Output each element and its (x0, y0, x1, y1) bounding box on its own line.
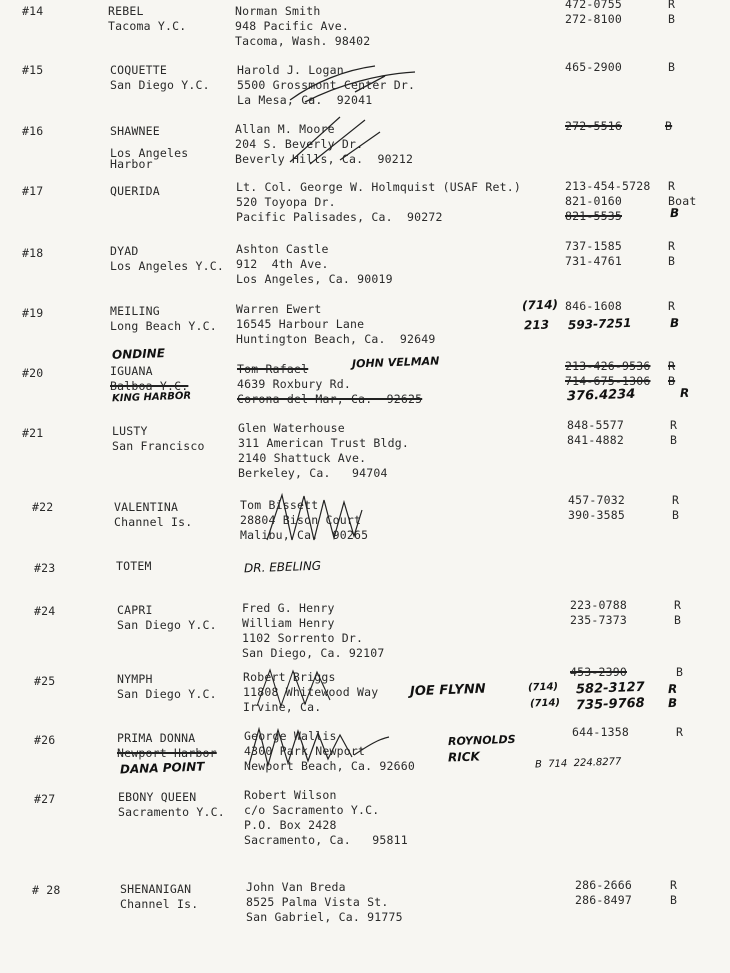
pen-scribble (255, 668, 345, 710)
owner-name-note: JOE FLYNN (409, 681, 486, 700)
phone: 272-5516 (565, 119, 622, 133)
boat-name: CAPRI (117, 603, 153, 617)
entry-number: # 28 (32, 883, 61, 897)
phone-code: B (670, 893, 678, 907)
phone-handwritten: 582-3127 (575, 679, 645, 698)
city-line: Tacoma, Wash. 98402 (235, 34, 371, 48)
city-line: Malibu, Ca. 90265 (240, 528, 369, 542)
pen-scribble (280, 112, 390, 167)
boat-name: DYAD (110, 244, 139, 258)
address-line: 11808 Whitewood Way (243, 685, 379, 699)
yacht-club-note: KING HARBOR (111, 390, 192, 405)
phone-code: B (668, 60, 676, 74)
phone: 848-5577 (567, 418, 624, 432)
address-line: 4300 Park Newport (244, 744, 366, 758)
boat-name: TOTEM (116, 559, 152, 573)
phone-handwritten: 735-9768 (575, 695, 645, 714)
address-line: 204 S. Beverly Dr. (235, 137, 364, 151)
phone: 644-1358 (572, 725, 629, 739)
phone: 465-2900 (565, 60, 622, 74)
yacht-club: Balboa Y.C. (110, 379, 189, 393)
boat-name: VALENTINA (114, 500, 179, 514)
yacht-club-line-2: Harbor (110, 157, 153, 171)
owner-name-note: ROYNOLDS (447, 732, 516, 749)
city-line: Corona del Mar, Ca. 92625 (237, 392, 423, 406)
phone: 235-7373 (570, 613, 627, 627)
yacht-club: Long Beach Y.C. (110, 319, 217, 333)
city-line: Beverly Hills, Ca. 90212 (235, 152, 414, 166)
boat-name: MEILING (110, 304, 160, 318)
owner-name: Tom Bissett (240, 498, 319, 512)
address-line: 16545 Harbour Lane (236, 317, 365, 331)
yacht-club: Los Angeles (110, 146, 189, 160)
phone-code: R (674, 598, 682, 612)
phone-code: B (676, 665, 684, 679)
address-line: 520 Toyopa Dr. (236, 195, 336, 209)
entry-number: #22 (32, 500, 54, 514)
boat-name: LUSTY (112, 424, 148, 438)
yacht-club: Channel Is. (120, 897, 199, 911)
phone-handwritten: B 714 224.8277 (534, 756, 622, 771)
yacht-club: Tacoma Y.C. (108, 19, 187, 33)
boat-name: PRIMA DONNA (117, 731, 196, 745)
phone-code: B (665, 119, 673, 133)
phone-code: B (669, 315, 680, 331)
phone: 714-675-1306 (565, 374, 651, 388)
entry-number: #17 (22, 184, 44, 198)
address-line: 5500 Grossmont Center Dr. (237, 78, 416, 92)
entry-number: #23 (34, 561, 56, 575)
phone: 821-5535 (565, 209, 622, 223)
phone: 846-1608 (565, 299, 622, 313)
owner-name: Norman Smith (235, 4, 321, 18)
phone-code: R (668, 299, 676, 313)
owner-name: George Wallis (244, 729, 337, 743)
city-line: La Mesa, Ca. 92041 (237, 93, 373, 107)
entry-number: #19 (22, 306, 44, 320)
area-code-note: (714) (527, 681, 559, 694)
phone-code: R (670, 878, 678, 892)
phone-code: B (668, 374, 676, 388)
address-line: P.O. Box 2428 (244, 818, 337, 832)
phone-code: R (670, 418, 678, 432)
phone-code: R (672, 493, 680, 507)
phone: 841-4882 (567, 433, 624, 447)
city-line: Irvine, Ca. (243, 700, 322, 714)
phone-code: B (667, 695, 678, 711)
phone-code: B (672, 508, 680, 522)
area-code-note: 213 (523, 317, 550, 333)
phone: 390-3585 (568, 508, 625, 522)
address-line: 948 Pacific Ave. (235, 19, 349, 33)
phone-code: R (668, 359, 676, 373)
owner-name: Warren Ewert (236, 302, 322, 316)
pen-scribble (262, 490, 372, 545)
owner-name-note: RICK (447, 749, 481, 765)
boat-name: NYMPH (117, 672, 153, 686)
entry-number: #24 (34, 604, 56, 618)
address-line: 912 4th Ave. (236, 257, 329, 271)
yacht-club: Newport Harbor (117, 746, 217, 760)
entry-number: #21 (22, 426, 44, 440)
phone: 821-0160 (565, 194, 622, 208)
phone: 213-454-5728 (565, 179, 651, 193)
boat-name: EBONY QUEEN (118, 790, 197, 804)
boat-name: QUERIDA (110, 184, 160, 198)
city-line: Newport Beach, Ca. 92660 (244, 759, 415, 773)
address-line: c/o Sacramento Y.C. (244, 803, 380, 817)
yacht-club: Channel Is. (114, 515, 193, 529)
phone-handwritten: 593-7251 (567, 315, 632, 333)
address-line: 1102 Sorrento Dr. (242, 631, 364, 645)
yacht-club: Sacramento Y.C. (118, 805, 225, 819)
address-line: 8525 Palma Vista St. (246, 895, 389, 909)
yacht-club: San Diego Y.C. (117, 687, 217, 701)
yacht-club: San Francisco (112, 439, 205, 453)
phone: 453-2390 (570, 665, 627, 679)
boat-name-note: ONDINE (111, 346, 166, 362)
phone-code: R (679, 385, 690, 401)
phone-handwritten: 376.4234 (566, 386, 636, 405)
owner-name: Tom Rafael (237, 362, 309, 376)
address-line: 2140 Shattuck Ave. (238, 451, 367, 465)
boat-name: SHAWNEE (110, 124, 160, 138)
city-line: San Gabriel, Ca. 91775 (246, 910, 403, 924)
city-line: Berkeley, Ca. 94704 (238, 466, 388, 480)
city-line: Sacramento, Ca. 95811 (244, 833, 408, 847)
owner-name: Robert Briggs (243, 670, 336, 684)
city-line: Pacific Palisades, Ca. 90272 (236, 210, 443, 224)
area-code-note: (714) (529, 697, 561, 710)
owner-name-note: JOHN VELMAN (351, 354, 440, 371)
pen-scribble (285, 62, 425, 107)
owner-name: William Henry (242, 616, 335, 630)
boat-name: COQUETTE (110, 63, 167, 77)
address-line: 311 American Trust Bldg. (238, 436, 409, 450)
owner-name: Fred G. Henry (242, 601, 335, 615)
yacht-club: San Diego Y.C. (117, 618, 217, 632)
phone-code: B (674, 613, 682, 627)
phone: 213-426-9536 (565, 359, 651, 373)
phone: 731-4761 (565, 254, 622, 268)
yacht-club: Los Angeles Y.C. (110, 259, 224, 273)
phone: 737-1585 (565, 239, 622, 253)
address-line: 28804 Bison Court (240, 513, 362, 527)
owner-name: Harold J. Logan (237, 63, 344, 77)
owner-name-note: DR. EBELING (243, 558, 322, 576)
owner-name: John Van Breda (246, 880, 346, 894)
entry-number: #16 (22, 124, 44, 138)
phone-code: R (668, 179, 676, 193)
boat-name: SHENANIGAN (120, 882, 192, 896)
area-code-note: (714) (521, 297, 559, 313)
phone-code: B (670, 433, 678, 447)
address-line: 4639 Roxbury Rd. (237, 377, 351, 391)
pen-scribble (244, 725, 394, 770)
owner-name: Ashton Castle (236, 242, 329, 256)
phone: 223-0788 (570, 598, 627, 612)
entry-number: #18 (22, 246, 44, 260)
yacht-club: San Diego Y.C. (110, 78, 210, 92)
phone-code: B (668, 254, 676, 268)
yacht-club-note: DANA POINT (119, 759, 205, 777)
owner-name: Glen Waterhouse (238, 421, 345, 435)
phone: 286-2666 (575, 878, 632, 892)
owner-name: Allan M. Moore (235, 122, 335, 136)
owner-name: Robert Wilson (244, 788, 337, 802)
phone-code: R (668, 0, 676, 11)
city-line: Huntington Beach, Ca. 92649 (236, 332, 436, 346)
city-line: Los Angeles, Ca. 90019 (236, 272, 393, 286)
phone-code: Boat (668, 194, 697, 208)
phone: 286-8497 (575, 893, 632, 907)
boat-name: REBEL (108, 4, 144, 18)
entry-number: #27 (34, 792, 56, 806)
phone: 457-7032 (568, 493, 625, 507)
phone-code: R (667, 681, 678, 697)
phone: 272-8100 (565, 12, 622, 26)
phone-code: B (669, 205, 680, 221)
city-line: San Diego, Ca. 92107 (242, 646, 385, 660)
phone-code: R (676, 725, 684, 739)
entry-number: #15 (22, 63, 44, 77)
entry-number: #26 (34, 733, 56, 747)
boat-name: IGUANA (110, 364, 153, 378)
phone-code: R (668, 239, 676, 253)
phone-code: B (668, 12, 676, 26)
phone: 472-0755 (565, 0, 622, 11)
entry-number: #20 (22, 366, 44, 380)
owner-name: Lt. Col. George W. Holmquist (USAF Ret.) (236, 180, 521, 194)
entry-number: #25 (34, 674, 56, 688)
entry-number: #14 (22, 4, 44, 18)
